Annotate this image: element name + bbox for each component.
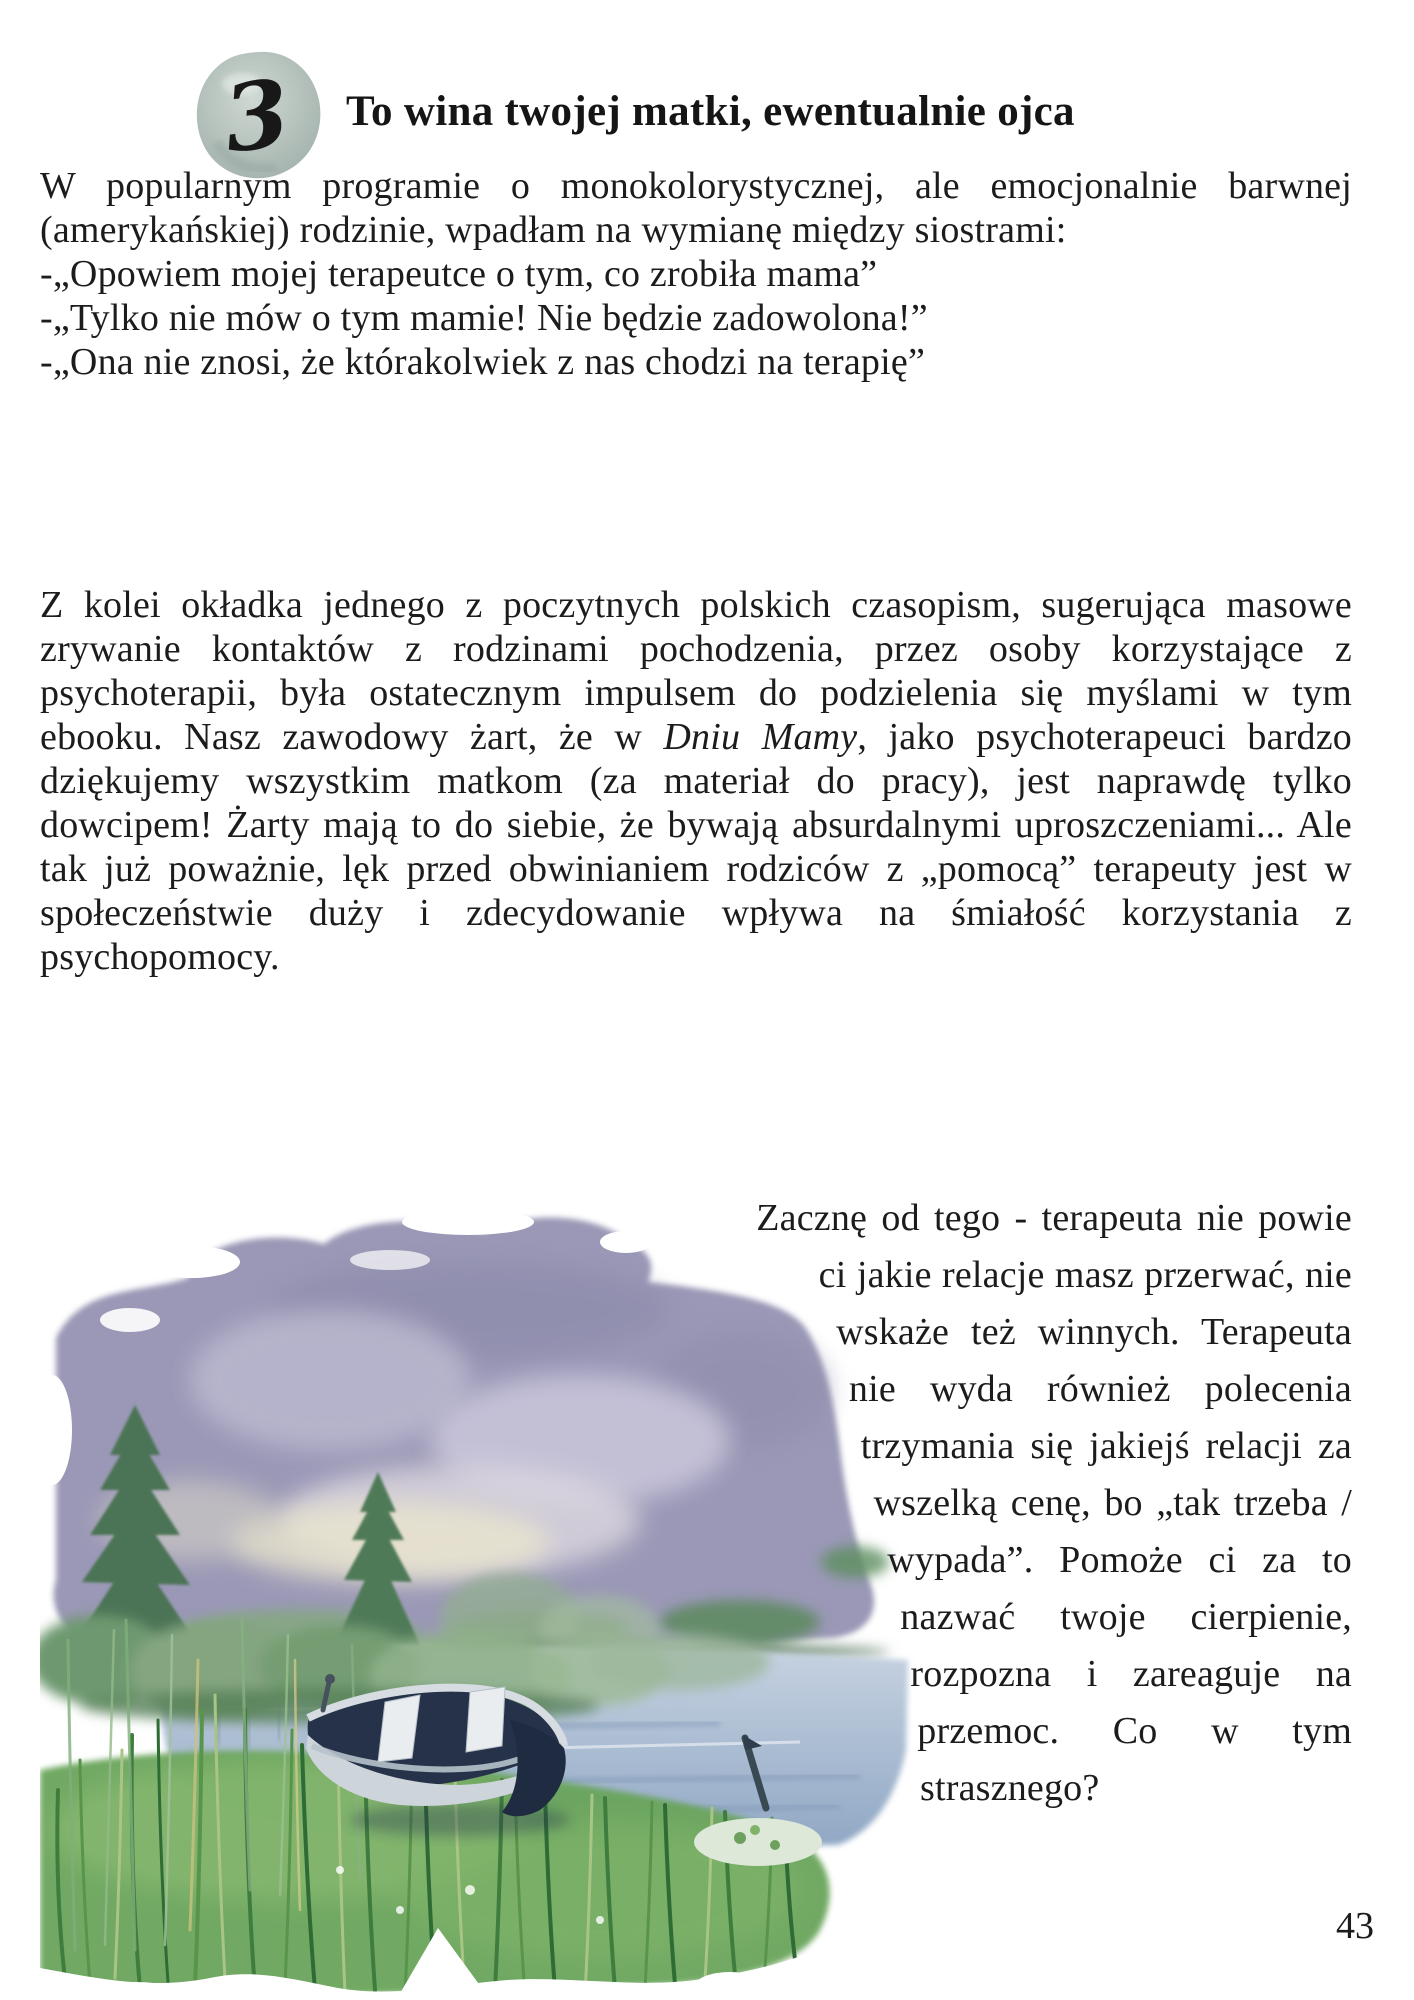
chapter-number: 3 — [218, 58, 295, 174]
paragraph-sisters — [40, 164, 1352, 384]
dialogue-line: -„Ona nie znosi, że którakolwiek z nas chodzi na terapię” — [40, 341, 926, 383]
dialogue-line: -„Tylko nie mów o tym mamie! Nie będzie zadowolona!” — [40, 297, 928, 339]
chapter-title: To wina twojej matki, ewentualnie ojca — [346, 87, 1075, 135]
page-number: 43 — [1336, 1905, 1374, 1947]
watercolor-lake-illustration — [40, 1190, 920, 2000]
paragraph-sisters-intro: W popularnym programie o monokolorystycznej, ale emocjonalnie barwnej (amerykańskiej) rodzinie, wpadłam na wymianę między siostrami: — [40, 165, 1352, 251]
dialogue-line: -„Opowiem mojej terapeutce o tym, co zrobiła mama” — [40, 253, 878, 295]
paragraph-therapist — [40, 1190, 1352, 2000]
paragraph-therapist-text: Zacznę od tego - terapeuta nie powie ci jakie relacje masz przerwać, nie wskaże też winnych. Terapeuta nie wyda również polecenia trzymania się jakiejś relacji za wszelką cenę, bo „tak trzeba / wypada”. Pomoże ci za to nazwać twoje cierpienie, rozpozna i zareaguje na przemoc. Co w tym strasznego? — [756, 1197, 1352, 1809]
paragraph-magazine: Z kolei okładka jednego z poczytnych polskich czasopism, sugerująca masowe zrywanie kontaktów z rodzinami pochodzenia, przez osoby korzystające z psychoterapii, była ostatecznym impulsem do podzielenia się myślami w tym ebooku. Nasz zawodowy żart, że w Dniu Mamy, jako psychoterapeuci bardzo dziękujemy wszystkim matkom (za materiał do pracy), jest naprawdę tylko dowcipem! Żarty mają to do siebie, że bywają absurdalnymi uproszczeniami... Ale tak już poważnie, lęk przed obwinianiem rodziców z „pomocą” terapeuty jest w społeczeństwie duży i zdecydowanie wpływa na śmiałość korzystania z psychopomocy. — [40, 584, 1353, 978]
